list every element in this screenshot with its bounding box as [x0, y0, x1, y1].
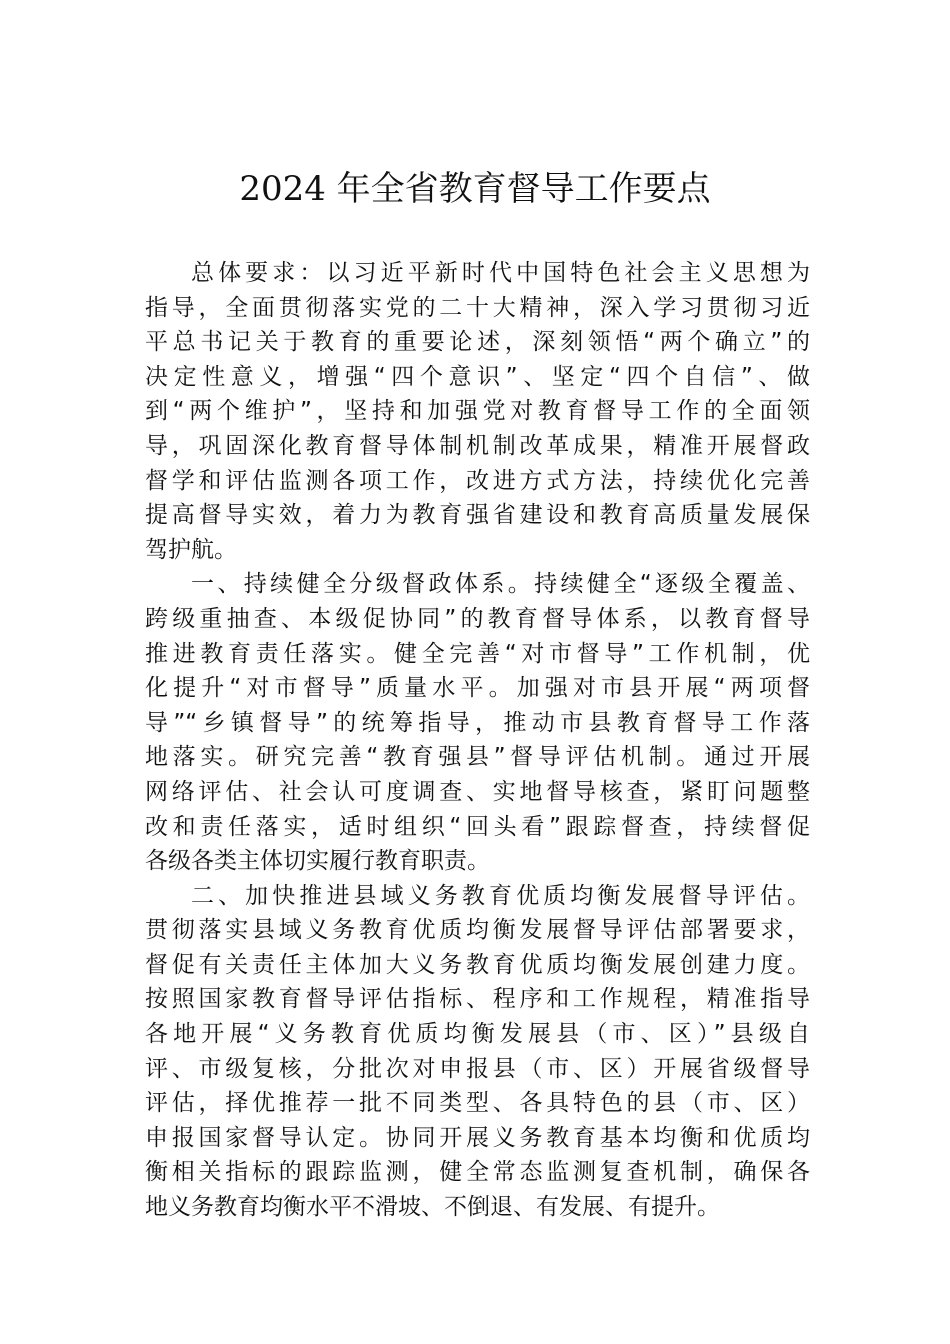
- text-line: 网络评估、社会认可度调查、实地督导核查，紧盯问题整: [145, 778, 810, 805]
- text-line: 推进教育责任落实。健全完善“对市督导”工作机制，优: [145, 640, 810, 667]
- text-line: 驾护航。: [145, 536, 237, 563]
- text-line: 化提升“对市督导”质量水平。加强对市县开展“两项督: [145, 675, 810, 702]
- paragraph-overall-requirements: [145, 256, 810, 567]
- text-line: 平总书记关于教育的重要论述，深刻领悟“两个确立”的: [145, 329, 810, 356]
- text-line: 贯彻落实县域义务教育优质均衡发展督导评估部署要求，: [145, 917, 810, 944]
- paragraph-section-two: [145, 879, 810, 1225]
- text-line: 总体要求：以习近平新时代中国特色社会主义思想为: [191, 260, 810, 286]
- text-line: 导，巩固深化教育督导体制机制改革成果，精准开展督政: [145, 432, 810, 459]
- section-heading-line: 一、持续健全分级督政体系。持续健全“逐级全覆盖、: [191, 571, 810, 598]
- document-title: 2024 年全省教育督导工作要点: [239, 169, 711, 209]
- text-line: 衡相关指标的跟踪监测，健全常态监测复查机制，确保各: [145, 1159, 810, 1186]
- paragraph-section-one: [145, 567, 810, 878]
- text-line: 指导，全面贯彻落实党的二十大精神，深入学习贯彻习近: [145, 294, 810, 321]
- text-line: 评估，择优推荐一批不同类型、各具特色的县（市、区）: [145, 1090, 810, 1117]
- section-heading-line: 二、加快推进县域义务教育优质均衡发展督导评估。: [191, 882, 810, 909]
- text-line: 申报国家督导认定。协同开展义务教育基本均衡和优质均: [145, 1124, 810, 1151]
- text-line: 各级各类主体切实履行教育职责。: [145, 848, 490, 875]
- text-line: 地义务教育均衡水平不滑坡、不倒退、有发展、有提升。: [145, 1194, 720, 1221]
- document-body: [145, 256, 810, 1225]
- text-line: 督促有关责任主体加大义务教育优质均衡发展创建力度。: [145, 951, 810, 978]
- text-line: 提高督导实效，着力为教育强省建设和教育高质量发展保: [145, 502, 810, 529]
- text-line: 督学和评估监测各项工作，改进方式方法，持续优化完善: [145, 467, 810, 494]
- text-line: 决定性意义，增强“四个意识”、坚定“四个自信”、做: [145, 363, 810, 390]
- text-line: 评、市级复核，分批次对申报县（市、区）开展省级督导: [145, 1055, 810, 1082]
- text-line: 导”“乡镇督导”的统筹指导，推动市县教育督导工作落: [145, 709, 810, 736]
- text-line: 跨级重抽查、本级促协同”的教育督导体系，以教育督导: [145, 605, 810, 632]
- text-line: 按照国家教育督导评估指标、程序和工作规程，精准指导: [145, 986, 810, 1013]
- text-line: 改和责任落实，适时组织“回头看”跟踪督查，持续督促: [145, 813, 810, 840]
- text-line: 地落实。研究完善“教育强县”督导评估机制。通过开展: [145, 744, 810, 771]
- text-line: 到“两个维护”，坚持和加强党对教育督导工作的全面领: [145, 398, 810, 425]
- text-line: 各地开展“义务教育优质均衡发展县（市、区）”县级自: [145, 1021, 810, 1048]
